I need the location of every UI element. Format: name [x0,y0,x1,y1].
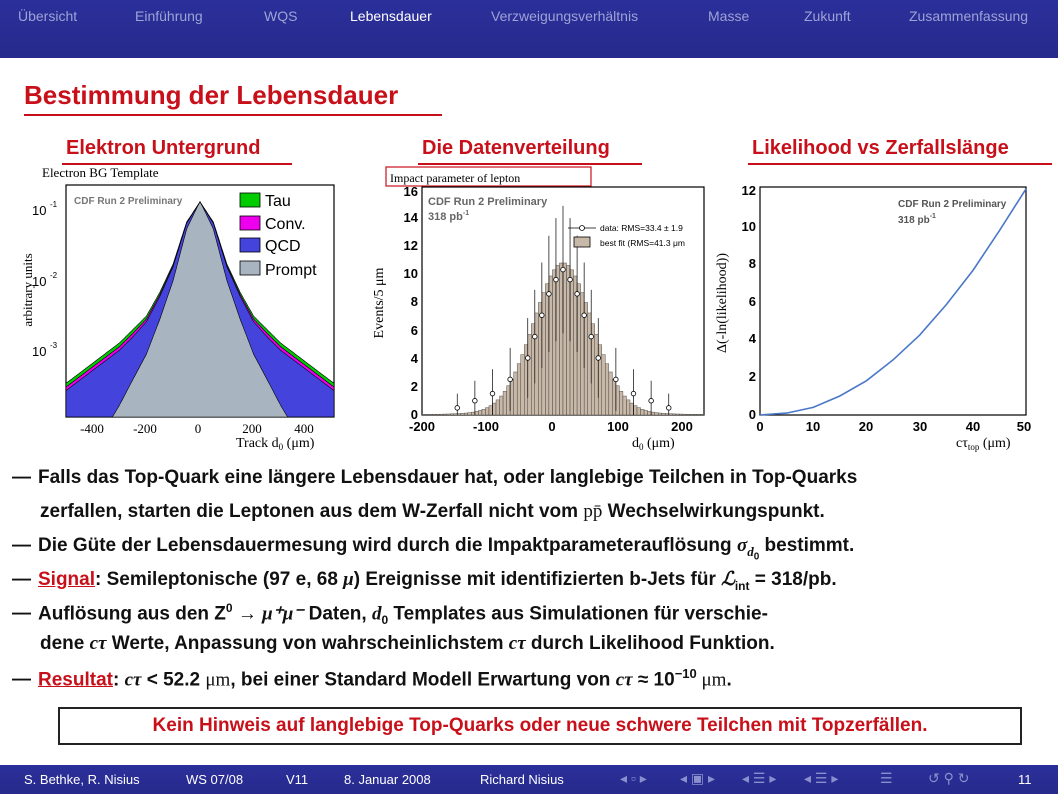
nav-chapter-icon[interactable]: ◂ ☰ ▸ [804,770,839,786]
fit-histogram-bin [648,411,652,415]
x-tick-label: 100 [607,419,629,434]
bullet-5: — Resultat: cτ < 52.2 μm, bei einer Standard Modell Erwartung von $c\tau \approx 10^{-10}$ μm. [12,666,732,691]
data-point [582,313,587,318]
x-tick-label: 0 [194,421,202,436]
slide-title: Bestimmung der Lebensdauer [24,80,399,110]
fit-histogram-bin [436,414,440,415]
resultat-label: Resultat [38,669,113,691]
fit-histogram-bin [655,413,659,415]
data-point [525,356,530,361]
conclusion-box: Kein Hinweis auf langlebige Top-Quarks oder neue schwere Teilchen mit Topzerfällen. [58,707,1022,745]
fit-histogram-bin [443,414,447,415]
fit-histogram-bin [500,396,504,415]
x-tick-label: -200 [133,421,157,436]
x-axis-label: Track $d_0$ (μm) [236,436,315,452]
fit-histogram-bin [644,410,648,415]
fit-histogram-bin [563,263,567,415]
nav-item-zusammenfassung[interactable]: Zusammenfassung [909,8,1029,24]
fit-histogram-bin [630,403,634,415]
fit-histogram-bin [697,414,701,415]
fit-histogram-bin [493,403,497,415]
x-tick-label: -400 [80,421,104,436]
fit-histogram-bin [468,413,472,415]
y-tick-label: 0 [748,407,756,422]
fit-histogram-bin [496,400,500,415]
bullet-3: — Signal: Semileptonische (97 e, 68 μ) Ereignisse mit identifizierten b-Jets für ℒ$_{int}$ = 318/pb. [12,569,837,593]
y-axis-label: Δ(-ln(likelihood)) [715,253,730,353]
signal-label: Signal [38,569,96,590]
fit-histogram-bin [528,334,532,415]
y-tick-label: 8 [748,256,756,271]
y-tick-label: 0 [410,407,418,422]
fit-histogram-bin [450,414,454,415]
fit-histogram-bin [457,414,461,415]
fit-histogram-bin [464,413,468,415]
footer-authors: S. Bethke, R. Nisius [24,772,140,787]
legend-label-fit: best fit (RMS=41.3 μm [600,238,685,248]
fit-histogram-bin [626,400,630,415]
data-point [649,398,654,403]
nav-frame-prev-icon[interactable]: ◂ ▫ ▸ [620,770,647,786]
x-tick-label: 400 [294,421,314,436]
fit-histogram-bin [545,284,549,415]
legend-label-conv: Conv. [265,216,306,233]
fit-histogram-bin [637,408,641,415]
fit-histogram-bin [559,263,563,415]
x-tick-label: -200 [408,419,436,434]
chart-title: Impact parameter of lepton [390,171,521,185]
bullet-4-continued: dene cτ Werte, Anpassung von wahrscheinlichstem cτ durch Likelihood Funktion. [40,633,775,654]
x-tick-label: 20 [858,419,874,434]
legend-label-data: data: RMS=33.4 ± 1.9 [600,223,683,233]
fit-histogram-bin [605,364,609,415]
data-point [547,292,552,297]
fit-histogram-bin [454,414,458,415]
y-tick-label: 4 [410,351,418,366]
legend-swatch-tau [240,193,260,207]
legend-label-qcd: QCD [265,238,301,255]
x-tick-label: 200 [671,419,693,434]
footer-speaker: Richard Nisius [480,772,564,787]
fit-histogram-bin [588,313,592,415]
data-point [561,267,566,272]
fit-histogram-bin [461,413,465,415]
fit-histogram-bin [524,345,528,415]
title-underline [24,114,442,116]
fit-histogram-bin [574,276,578,415]
fit-histogram-bin [700,414,704,415]
y-tick-exponent: -3 [50,341,58,350]
y-axis-label: Events/5 μm [372,267,387,339]
fit-histogram-bin [510,379,514,415]
fit-histogram-bin [570,270,574,415]
y-tick-label: 6 [748,294,756,309]
footer-page-number: 11 [1018,772,1032,787]
data-point [540,313,545,318]
nav-item-verzweigungsverhaeltnis[interactable]: Verzweigungsverhältnis [491,8,639,24]
data-point [589,334,594,339]
plot-frame [760,187,1026,415]
fit-histogram-bin [552,270,556,415]
fit-histogram-bin [521,355,525,415]
fit-histogram-bin [623,396,627,415]
electron-bg-chart [14,165,344,455]
cdf-watermark: CDF Run 2 Preliminary [428,196,548,208]
fit-histogram-bin [471,412,475,415]
fit-histogram-bin [489,406,493,415]
panel-heading-left: Elektron Untergrund [66,137,261,159]
x-tick-label: 200 [242,421,262,436]
y-tick-label: 10 [32,274,47,289]
fit-histogram-bin [665,414,669,415]
x-tick-label: -100 [472,419,500,434]
fit-histogram-bin [538,303,542,415]
fit-histogram-bin [507,386,511,415]
fit-histogram-bin [683,414,687,415]
fit-histogram-bin [478,410,482,415]
fit-histogram-bin [634,406,638,415]
bullet-1-continued: zerfallen, starten die Leptonen aus dem W-Zerfall nicht vom pp̄ Wechselwirkungspunkt. [40,501,825,522]
nav-subsection-icon[interactable]: ◂ ▣ ▸ [680,770,716,786]
impact-parameter-chart [368,165,708,455]
data-point [508,377,513,382]
y-axis-label: arbitrary units [20,253,35,327]
fit-histogram-bin [482,409,486,415]
luminosity-label: 318 $pb^{-1}$ [898,213,936,226]
fit-histogram-bin [584,303,588,415]
cdf-watermark: CDF Run 2 Preliminary [74,196,183,207]
fit-histogram-bin [549,276,553,415]
x-tick-label: 0 [548,419,556,434]
y-tick-label: 10 [403,266,418,281]
footer-semester: WS 07/08 [186,772,244,787]
fit-histogram-bin [686,414,690,415]
fit-histogram-bin [440,414,444,415]
x-tick-label: 50 [1016,419,1032,434]
fit-histogram-bin [612,379,616,415]
data-point [554,277,559,282]
fit-histogram-bin [556,265,560,415]
data-point [631,391,636,396]
x-axis-label: $d_0$ (μm) [632,436,675,452]
legend-label-prompt: Prompt [265,262,317,279]
nav-item-uebersicht[interactable]: Übersicht [18,8,78,24]
fit-histogram-bin [693,414,697,415]
nav-section-icon[interactable]: ◂ ☰ ▸ [742,770,777,786]
fit-histogram-bin [690,414,694,415]
fit-histogram-bin [595,334,599,415]
y-tick-label: 10 [741,219,756,234]
fit-histogram-bin [676,414,680,415]
data-point [614,377,619,382]
data-point [575,292,580,297]
fit-histogram-bin [598,345,602,415]
footer-date: 8. Januar 2008 [344,772,431,787]
fit-histogram-bin [679,414,683,415]
fit-histogram-bin [426,414,430,415]
nav-outline-icon[interactable]: ☰ [880,770,893,786]
fit-histogram-bin [517,364,521,415]
footer-bar [0,765,1058,794]
fit-histogram-bin [672,414,676,415]
fit-histogram-bin [619,391,623,415]
data-point [568,277,573,282]
fit-histogram-bin [567,265,571,415]
fit-histogram-bin [581,293,585,415]
legend-swatch-qcd [240,238,260,252]
x-tick-label: 30 [912,419,928,434]
data-point [666,406,671,411]
nav-search-back-icon[interactable]: ↺ ⚲ ↻ [928,770,970,786]
y-tick-label: 12 [741,183,756,198]
panel-heading-middle: Die Datenverteilung [422,137,610,159]
nav-item-masse[interactable]: Masse [708,8,750,24]
nav-item-lebensdauer[interactable]: Lebensdauer [350,8,432,24]
fit-histogram-bin [485,408,489,415]
y-tick-exponent: -2 [50,271,58,280]
y-tick-label: 2 [410,379,418,394]
fit-histogram-bin [429,414,433,415]
data-point [490,391,495,396]
y-tick-label: 10 [32,203,47,218]
legend-swatch-conv [240,216,260,230]
panel-heading-right: Likelihood vs Zerfallslänge [752,137,1009,159]
data-point [596,356,601,361]
bullet-4: — Auflösung aus den $Z^0 \to \mu^+\mu^-$ Daten, $d_0$ Templates aus Simulationen für verschie- [12,601,768,628]
y-tick-label: 16 [403,184,418,199]
luminosity-label: 318 $pb^{-1}$ [428,210,470,223]
fit-histogram-bin [609,372,613,415]
fit-histogram-bin [602,355,606,415]
y-tick-label: 8 [410,294,418,309]
nav-item-wqs[interactable]: WQS [264,8,298,24]
data-point [533,334,538,339]
fit-histogram-bin [616,386,620,415]
y-tick-exponent: -1 [50,200,58,209]
legend-swatch-prompt [240,261,260,275]
legend-label-tau: Tau [265,193,291,210]
y-tick-label: 6 [410,323,418,338]
fit-histogram-bin [577,284,581,415]
bullet-1: — Falls das Top-Quark eine längere Lebensdauer hat, oder langlebige Teilchen in Top-Quarks [12,467,858,488]
fit-histogram-bin [503,391,507,415]
cdf-watermark: CDF Run 2 Preliminary [898,199,1007,210]
fit-histogram-bin [542,293,546,415]
data-point [455,406,460,411]
fit-histogram-bin [422,414,426,415]
footer-lecture: V11 [286,772,309,787]
fit-histogram-bin [447,414,451,415]
y-tick-label: 10 [32,344,47,359]
fit-histogram-bin [641,409,645,415]
fit-histogram-bin [433,414,437,415]
x-tick-label: 40 [965,419,981,434]
chart-title: Electron BG Template [42,165,159,180]
fit-histogram-bin [658,413,662,415]
y-tick-label: 14 [403,210,418,225]
fit-histogram-bin [662,413,666,415]
likelihood-chart [710,165,1055,455]
x-tick-label: 0 [756,419,764,434]
fit-histogram-bin [514,372,518,415]
fit-histogram-bin [669,414,673,415]
legend-swatch-fit [574,237,590,247]
x-tick-label: 10 [805,419,821,434]
legend-data-marker [580,226,585,231]
data-point [473,398,478,403]
bullet-2: — Die Güte der Lebensdauermesung wird durch die Impaktparameterauflösung $\sigma_{d_0}$ bestimmt. [12,535,855,563]
y-tick-label: 12 [403,238,418,253]
fit-histogram-bin [535,313,539,415]
top-navigation-bar [0,0,1058,58]
fit-histogram-bin [651,412,655,415]
fit-histogram-bin [475,411,479,415]
nav-item-zukunft[interactable]: Zukunft [804,8,851,24]
x-axis-label: $c\tau_{top}$ (μm) [956,436,1011,452]
nav-item-einfuehrung[interactable]: Einführung [135,8,203,24]
y-tick-label: 4 [748,331,756,346]
y-tick-label: 2 [748,369,756,384]
